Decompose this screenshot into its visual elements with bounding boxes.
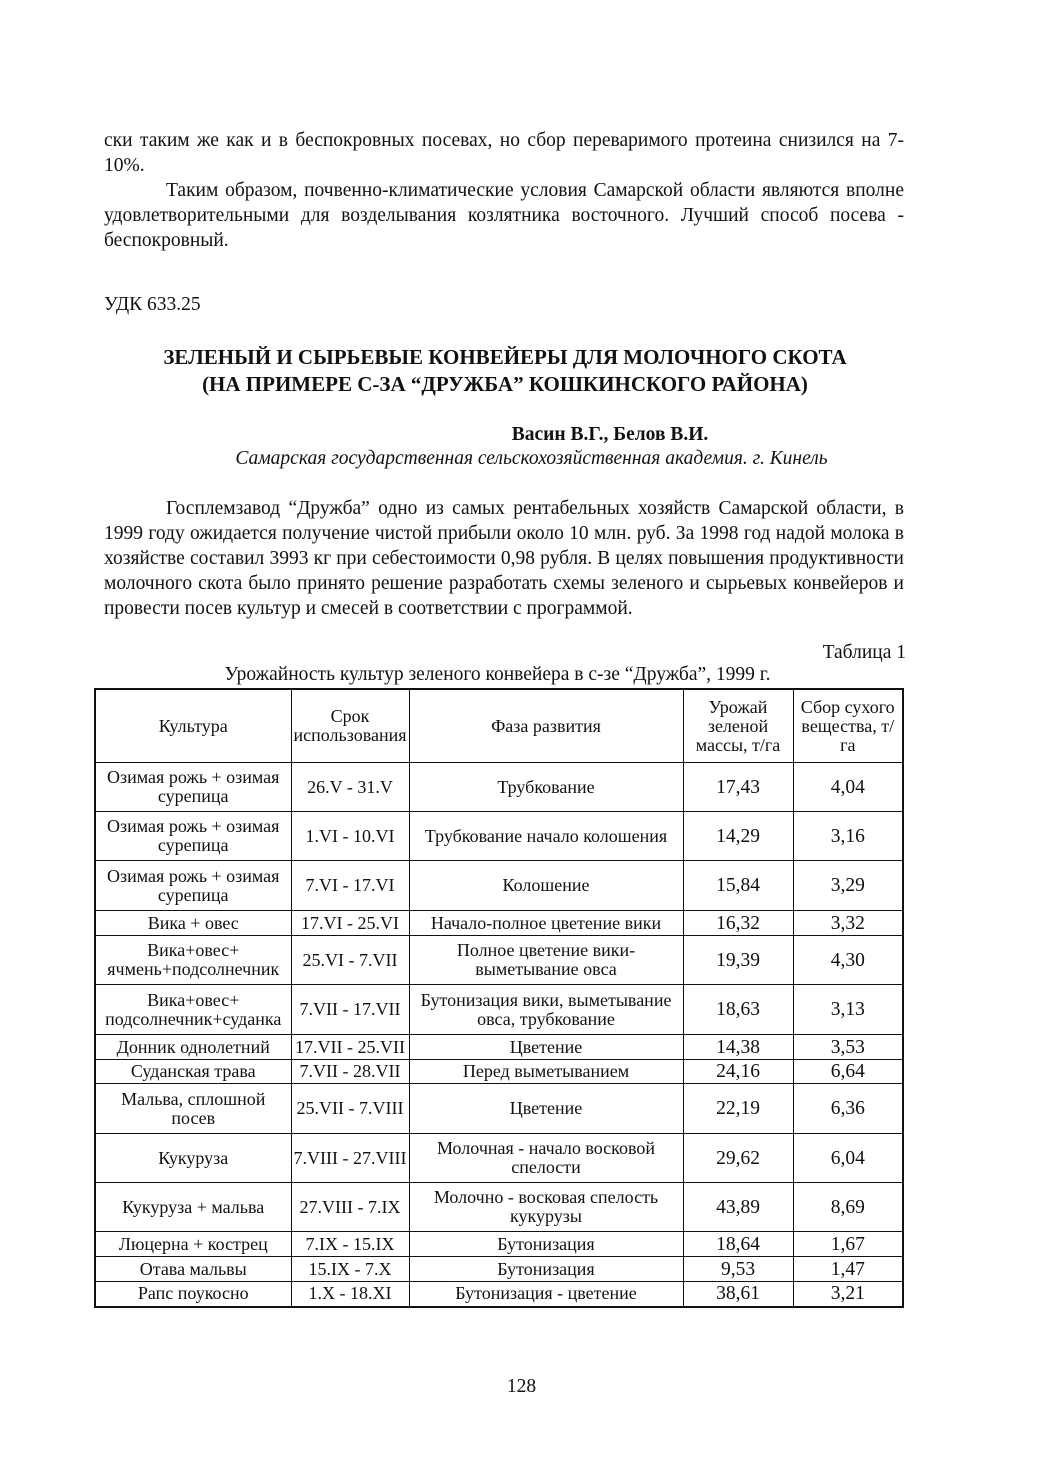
- cell-dry-matter: 3,29: [793, 861, 903, 911]
- cell-yield: 18,64: [683, 1232, 793, 1257]
- cell-dry-matter: 4,04: [793, 763, 903, 812]
- cell-period: 7.VII - 17.VII: [291, 985, 409, 1035]
- page-number: 128: [506, 1376, 537, 1397]
- cell-culture: Вика+овес+ подсолнечник+суданка: [95, 985, 291, 1035]
- article-title-line-1: ЗЕЛЕНЫЙ И СЫРЬЕВЫЕ КОНВЕЙЕРЫ ДЛЯ МОЛОЧНОГО СКОТА: [163, 345, 847, 369]
- cell-yield: 24,16: [683, 1060, 793, 1084]
- cell-culture: Вика+овес+ ячмень+подсолнечник: [95, 936, 291, 985]
- yield-table: [94, 688, 904, 1308]
- cell-period: 1.VI - 10.VI: [291, 812, 409, 861]
- table-row: [95, 1134, 903, 1183]
- cell-yield: 18,63: [683, 985, 793, 1035]
- cell-phase: Бутонизация вики, выметывание овса, трубкование: [409, 985, 683, 1035]
- article-affiliation: Самарская государственная сельскохозяйственная академия. г. Кинель: [235, 448, 828, 469]
- cell-yield: 9,53: [683, 1257, 793, 1282]
- table-header-row: [95, 689, 903, 763]
- cell-phase: Цветение: [409, 1035, 683, 1060]
- cell-phase: Трубкование начало колошения: [409, 812, 683, 861]
- cell-yield: 38,61: [683, 1282, 793, 1307]
- cell-dry-matter: 3,13: [793, 985, 903, 1035]
- table-caption: Урожайность культур зеленого конвейера в с-зе “Дружба”, 1999 г.: [224, 664, 771, 685]
- cell-dry-matter: 4,30: [793, 936, 903, 985]
- article-authors: Васин В.Г., Белов В.И.: [511, 424, 709, 445]
- continued-paragraph: ски таким же как и в беспокровных посевах, но сбор переваримого протеина снизился на 7-10%.: [104, 130, 904, 176]
- header-dry-matter: Сбор сухого вещества, т/га: [793, 689, 903, 763]
- cell-period: 15.IX - 7.X: [291, 1257, 409, 1282]
- cell-phase: Молочно - восковая спелость кукурузы: [409, 1183, 683, 1232]
- cell-dry-matter: 3,16: [793, 812, 903, 861]
- cell-dry-matter: 6,36: [793, 1084, 903, 1134]
- table-body: [95, 763, 903, 1307]
- cell-dry-matter: 6,04: [793, 1134, 903, 1183]
- cell-culture: Отава мальвы: [95, 1257, 291, 1282]
- udc-code: УДК 633.25: [104, 294, 201, 315]
- cell-yield: 14,38: [683, 1035, 793, 1060]
- table-row: [95, 1282, 903, 1307]
- table-label: Таблица 1: [822, 642, 906, 663]
- cell-phase: Трубкование: [409, 763, 683, 812]
- cell-period: 17.VII - 25.VII: [291, 1035, 409, 1060]
- article-title-line-2: (НА ПРИМЕРЕ С-ЗА “ДРУЖБА” КОШКИНСКОГО РАЙОНА): [202, 372, 808, 396]
- cell-phase: Цветение: [409, 1084, 683, 1134]
- cell-period: 7.IX - 15.IX: [291, 1232, 409, 1257]
- cell-culture: Рапс поукосно: [95, 1282, 291, 1307]
- cell-phase: Бутонизация: [409, 1232, 683, 1257]
- table-row: [95, 1035, 903, 1060]
- cell-yield: 22,19: [683, 1084, 793, 1134]
- cell-period: 25.VI - 7.VII: [291, 936, 409, 985]
- cell-period: 1.X - 18.XI: [291, 1282, 409, 1307]
- cell-period: 7.VI - 17.VI: [291, 861, 409, 911]
- table-row: [95, 936, 903, 985]
- header-yield: Урожай зеленой массы, т/га: [683, 689, 793, 763]
- table-row: [95, 1257, 903, 1282]
- table-row: [95, 861, 903, 911]
- cell-culture: Донник однолетний: [95, 1035, 291, 1060]
- cell-culture: Кукуруза: [95, 1134, 291, 1183]
- cell-period: 25.VII - 7.VIII: [291, 1084, 409, 1134]
- cell-period: 27.VIII - 7.IX: [291, 1183, 409, 1232]
- cell-dry-matter: 3,53: [793, 1035, 903, 1060]
- intro-paragraph: Госплемзавод “Дружба” одно из самых рентабельных хозяйств Самарской области, в 1999 году ожидается получение чистой прибыли около 10 млн. руб. За 1998 год надой молока в хозяйстве составил 3993 кг при себестоимости 0,98 рубля. В целях повышения продуктивности молочного скота было принято решение разработать схемы зеленого и сырьевых конвейеров и провести посев культур и смесей в соответствии с программой.: [104, 498, 904, 619]
- cell-phase: Перед выметыванием: [409, 1060, 683, 1084]
- cell-culture: Кукуруза + мальва: [95, 1183, 291, 1232]
- cell-phase: Колошение: [409, 861, 683, 911]
- header-period: Срок использования: [291, 689, 409, 763]
- cell-culture: Суданская трава: [95, 1060, 291, 1084]
- cell-period: 7.VIII - 27.VIII: [291, 1134, 409, 1183]
- table-row: [95, 1183, 903, 1232]
- cell-dry-matter: 3,21: [793, 1282, 903, 1307]
- cell-period: 17.VI - 25.VI: [291, 911, 409, 936]
- cell-yield: 43,89: [683, 1183, 793, 1232]
- cell-phase: Бутонизация: [409, 1257, 683, 1282]
- cell-period: 26.V - 31.V: [291, 763, 409, 812]
- cell-yield: 15,84: [683, 861, 793, 911]
- article-title: [80, 344, 930, 398]
- cell-phase: Начало-полное цветение вики: [409, 911, 683, 936]
- cell-yield: 19,39: [683, 936, 793, 985]
- cell-culture: Мальва, сплошной посев: [95, 1084, 291, 1134]
- cell-period: 7.VII - 28.VII: [291, 1060, 409, 1084]
- cell-dry-matter: 3,32: [793, 911, 903, 936]
- cell-culture: Озимая рожь + озимая сурепица: [95, 763, 291, 812]
- cell-dry-matter: 8,69: [793, 1183, 903, 1232]
- table-row: [95, 911, 903, 936]
- cell-dry-matter: 1,67: [793, 1232, 903, 1257]
- table-row: [95, 1084, 903, 1134]
- cell-yield: 29,62: [683, 1134, 793, 1183]
- cell-dry-matter: 1,47: [793, 1257, 903, 1282]
- table-row: [95, 812, 903, 861]
- conclusion-paragraph: Таким образом, почвенно-климатические условия Самарской области являются вполне удовлетворительными для возделывания козлятника восточного. Лучший способ посева - беспокровный.: [104, 180, 904, 251]
- cell-dry-matter: 6,64: [793, 1060, 903, 1084]
- table-row: [95, 1232, 903, 1257]
- cell-phase: Молочная - начало восковой спелости: [409, 1134, 683, 1183]
- cell-phase: Бутонизация - цветение: [409, 1282, 683, 1307]
- cell-culture: Озимая рожь + озимая сурепица: [95, 812, 291, 861]
- table-row: [95, 1060, 903, 1084]
- cell-culture: Озимая рожь + озимая сурепица: [95, 861, 291, 911]
- cell-culture: Люцерна + кострец: [95, 1232, 291, 1257]
- cell-yield: 14,29: [683, 812, 793, 861]
- cell-culture: Вика + овес: [95, 911, 291, 936]
- table-row: [95, 985, 903, 1035]
- cell-yield: 16,32: [683, 911, 793, 936]
- cell-phase: Полное цветение вики- выметывание овса: [409, 936, 683, 985]
- header-culture: Культура: [95, 689, 291, 763]
- header-phase: Фаза развития: [409, 689, 683, 763]
- cell-yield: 17,43: [683, 763, 793, 812]
- table-row: [95, 763, 903, 812]
